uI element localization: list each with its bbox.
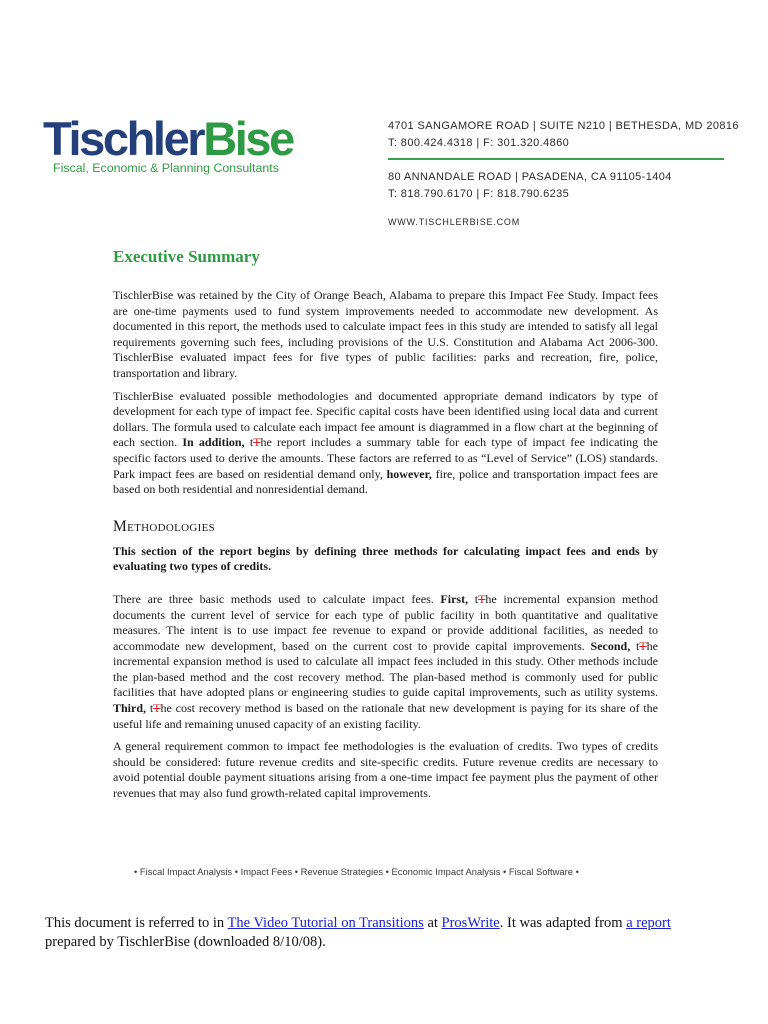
tracked-deletion: T	[478, 591, 486, 606]
exec-summary-paragraph-1: TischlerBise was retained by the City of Orange Beach, Alabama to prepare this Impact Fee Study. Impact fees are one-time payments used to fund system improvements needed to accommodate new development. As documented in this report, the methods used to calculate impact fees in this study are intended to satisfy all legal requirements governing such fees, including provisions of the U.S. Constitution and Alabama Act 2006-300. TischlerBise evaluated impact fees for five types of public facilities: parks and recreation, fire, police, transportation and library.	[113, 288, 658, 380]
tracked-deletion: T	[253, 435, 261, 450]
logo-part-bise: Bise	[203, 112, 293, 165]
source-note: This document is referred to in The Video Tutorial on Transitions at ProsWrite. It was adapted from a report prepared by TischlerBise (downloaded 8/10/08).	[45, 915, 671, 950]
contact-block	[388, 118, 739, 231]
executive-summary-title: Executive Summary	[113, 247, 260, 266]
pasadena-phone: T: 818.790.6170 | F: 818.790.6235	[388, 188, 570, 200]
report-link[interactable]: a report	[626, 915, 671, 931]
pasadena-address: 80 ANNANDALE ROAD | PASADENA, CA 91105-1404	[388, 171, 672, 183]
tracked-deletion: T	[153, 701, 161, 716]
tracked-deletion: T	[639, 638, 647, 653]
company-logo	[43, 112, 293, 175]
methodologies-title: Methodologies	[113, 517, 216, 535]
proswrite-link[interactable]: ProsWrite	[441, 915, 500, 931]
exec-summary-paragraph-2: TischlerBise evaluated possible methodologies and documented appropriate demand indicators by type of development for each type of impact fee. Specific capital costs have been identified using local data and current dollars. The formula used to calculate each impact fee amount is diagrammed in a flow chart at the beginning of each section. In addition, tThe report includes a summary table for each type of impact fee indicating the specific factors used to derive the amounts. These factors are referred to as “Level of Service” (LOS) standards. Park impact fees are based on residential demand only, however, fire, police and transportation impact fees are based on both residential and nonresidential demand.	[113, 388, 658, 497]
bethesda-address: 4701 SANGAMORE ROAD | SUITE N210 | BETHESDA, MD 20816	[388, 120, 739, 132]
logo-tagline: Fiscal, Economic & Planning Consultants	[53, 161, 279, 175]
methodologies-paragraph-1: There are three basic methods used to calculate impact fees. First, tThe incremental expansion method documents the current level of service for each type of public facility in both quantitative and qualitative measures. The intent is to use impact fee revenue to expand or provide additional facilities, as needed to accommodate new development, based on the current cost to provide capital improvements. Second, tThe incremental expansion method is used to calculate all impact fees included in this study. Other methods include the plan-based method and the cost recovery method. The plan-based method is commonly used for public facilities that have adopted plans or engineering studies to guide capital improvements, such as utility systems. Third, tThe cost recovery method is based on the rationale that new development is paying for its share of the useful life and remaining unused capacity of an existing facility.	[113, 591, 658, 731]
logo-part-tischler: Tischler	[43, 112, 204, 165]
methodologies-lead: This section of the report begins by defining three methods for calculating impact fees and ends by evaluating two types of credits.	[113, 543, 658, 574]
video-tutorial-link[interactable]: The Video Tutorial on Transitions	[227, 915, 424, 931]
logo-wordmark	[43, 112, 293, 165]
document-body	[113, 244, 658, 809]
bethesda-phone: T: 800.424.4318 | F: 301.320.4860	[388, 137, 570, 149]
header-divider	[388, 158, 724, 160]
services-footer: • Fiscal Impact Analysis • Impact Fees • Revenue Strategies • Economic Impact Analysis • Fiscal Software •	[134, 866, 579, 877]
methodologies-paragraph-2: A general requirement common to impact fee methodologies is the evaluation of credits. Two types of credits should be considered: future revenue credits and site-specific credits. Future revenue credits are necessary to avoid potential double payment situations arising from a one-time impact fee payment plus the payment of other revenues that may also fund growth-related capital improvements.	[113, 739, 658, 801]
website-url: WWW.TISCHLERBISE.COM	[388, 217, 521, 227]
